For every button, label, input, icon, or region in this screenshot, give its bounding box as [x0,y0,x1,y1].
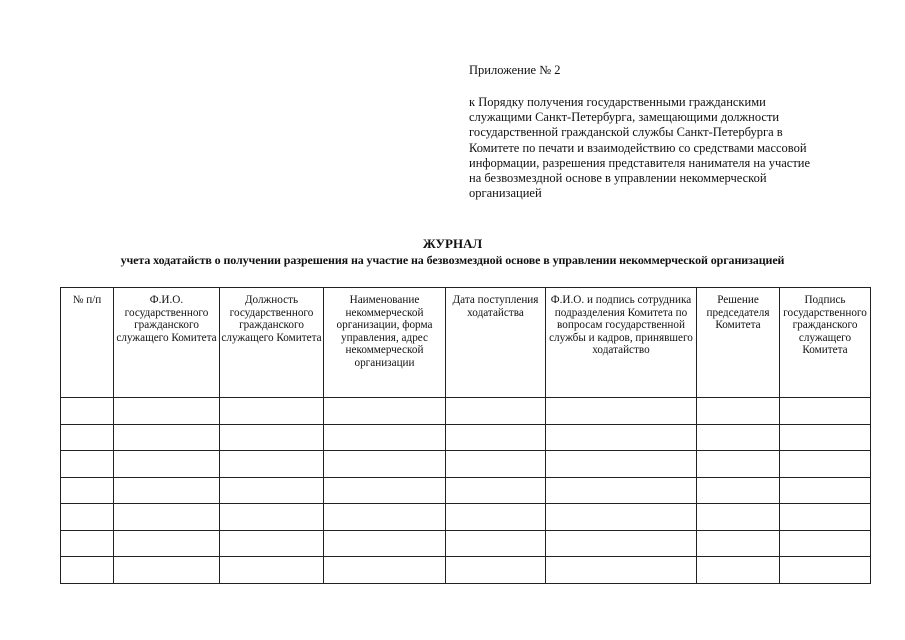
column-header-signature: Подпись государственного гражданского служащего Комитета [780,288,871,398]
appendix-line: Комитете по печати и взаимодействию со средствами массовой [469,140,807,155]
table-cell [61,398,114,425]
table-cell [780,530,871,557]
table-cell [446,557,546,584]
column-header-date: Дата поступления ходатайства [446,288,546,398]
table-cell [114,451,220,478]
table-cell [446,530,546,557]
column-header-organization: Наименование некоммерческой организации, форма управления, адрес некоммерческой организации [324,288,446,398]
table-cell [546,398,697,425]
table-header-row [61,288,871,398]
appendix-line: информации, разрешения представителя нанимателя на участие [469,155,811,170]
table-cell [114,424,220,451]
table-row [61,504,871,531]
table-cell [324,504,446,531]
table-cell [780,504,871,531]
table-row [61,424,871,451]
table-cell [114,398,220,425]
table-cell [220,477,324,504]
table-row [61,451,871,478]
table-cell [114,504,220,531]
appendix-line: на безвозмездной основе в управлении некоммерческой [469,171,767,186]
journal-title: ЖУРНАЛ [422,236,483,251]
appendix-line: служащими Санкт-Петербурга, замещающими должности [469,110,780,125]
table-cell [546,557,697,584]
table-cell [446,451,546,478]
table-cell [61,424,114,451]
table-cell [697,451,780,478]
table-cell [220,398,324,425]
table-cell [324,530,446,557]
table-cell [446,504,546,531]
table-cell [546,504,697,531]
table-cell [324,398,446,425]
table-cell [220,530,324,557]
table-cell [220,424,324,451]
table-cell [697,530,780,557]
table-cell [546,530,697,557]
table-row [61,398,871,425]
table-cell [324,477,446,504]
table-cell [697,504,780,531]
table-cell [780,398,871,425]
column-header-position: Должность государственного гражданского служащего Комитета [220,288,324,398]
table-row [61,477,871,504]
appendix-text [469,95,864,201]
column-header-decision: Решение председателя Комитета [697,288,780,398]
journal-table [60,287,871,584]
table-cell [114,557,220,584]
table-cell [697,398,780,425]
table-cell [546,477,697,504]
table-cell [324,557,446,584]
table-cell [61,504,114,531]
table-cell [61,530,114,557]
table-cell [697,477,780,504]
table-cell [446,477,546,504]
table-cell [780,477,871,504]
appendix-line: организацией [469,186,542,201]
column-header-full-name: Ф.И.О. государственного гражданского служащего Комитета [114,288,220,398]
table-cell [324,451,446,478]
table-cell [61,477,114,504]
table-cell [546,424,697,451]
table-cell [546,451,697,478]
table-cell [114,530,220,557]
column-header-receiver: Ф.И.О. и подпись сотрудника подразделения Комитета по вопросам государственной службы и кадров, принявшего ходатайство [546,288,697,398]
table-cell [446,398,546,425]
table-cell [61,451,114,478]
appendix-line: государственной гражданской службы Санкт-Петербурга в [469,125,783,140]
appendix-title: Приложение № 2 [469,63,561,77]
table-cell [220,557,324,584]
table-cell [697,557,780,584]
table-cell [780,557,871,584]
table-cell [446,424,546,451]
table-cell [780,424,871,451]
column-header-number: № п/п [61,288,114,398]
table-row [61,557,871,584]
journal-table-body [61,398,871,584]
table-cell [324,424,446,451]
table-cell [220,451,324,478]
table-row [61,530,871,557]
table-cell [780,451,871,478]
table-cell [220,504,324,531]
journal-subtitle: учета ходатайств о получении разрешения на участие на безвозмездной основе в управлении некоммерческой организацией [120,253,785,267]
appendix-line: к Порядку получения государственными гражданскими [469,95,766,109]
table-cell [61,557,114,584]
table-cell [697,424,780,451]
table-cell [114,477,220,504]
